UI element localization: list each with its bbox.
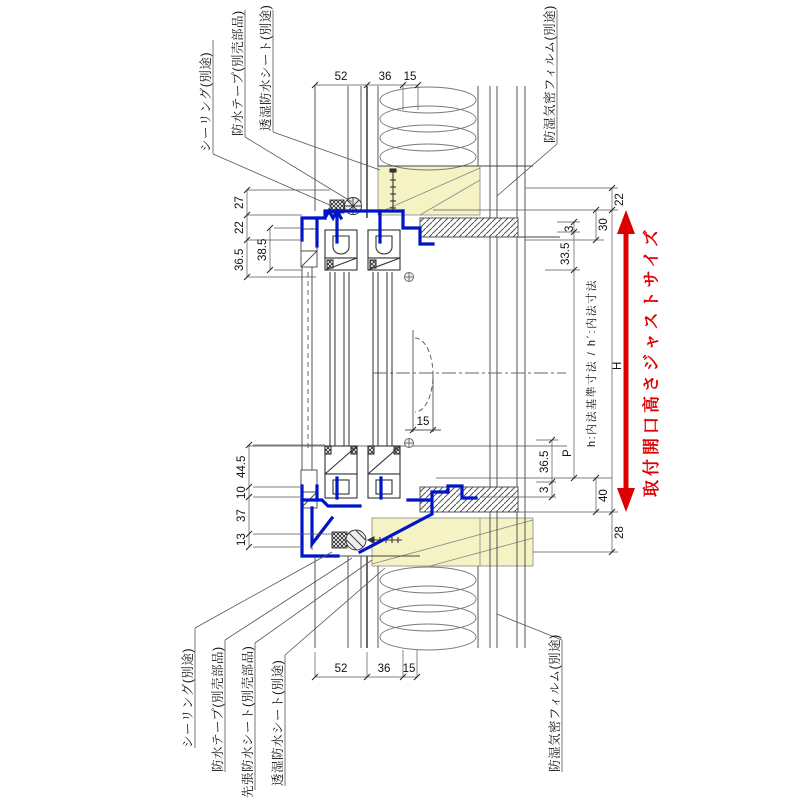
callout-waterproof-tape-bottom: 防水テープ(別売部品) [211,646,225,772]
dim-top-15: 15 [403,71,417,83]
interior-casing [301,229,317,508]
dim-bottom-52: 52 [334,663,348,675]
callout-sealing-top: シーリング(別途) [199,51,213,152]
fit-size-note: 取付開口高さジャストサイズ [642,225,661,497]
dim-left-22: 22 [234,221,246,234]
dim-bottom-15: 15 [402,663,416,675]
dim-right-40: 40 [598,489,610,502]
callout-sealing-bottom: シーリング(別途) [181,647,195,748]
wood-sill [372,518,533,566]
dim-right-33-5: 33.5 [560,242,572,265]
screw-cross-bottom-icon [405,439,414,448]
dim-label-P: P [562,449,574,457]
callout-breathable-sheet-bottom: 透湿防水シート(別途) [271,659,285,786]
callout-waterproof-tape-top: 防水テープ(別売部品) [231,10,245,136]
dim-top-52: 52 [334,71,348,83]
glazing-lines [330,272,392,446]
insulation-bottom [380,567,476,650]
dim-left-36-5: 36.5 [234,248,246,271]
dim-bottom-36: 36 [377,663,391,675]
dim-right-3-upper: 3 [564,225,576,232]
sealant-bottom [332,530,366,550]
dim-right-36-5: 36.5 [539,450,551,473]
insulation-top [380,87,476,170]
callout-breathable-sheet-top: 透湿防水シート(別途) [259,4,273,131]
dim-left-37: 37 [236,509,248,522]
dim-handle-15: 15 [416,416,430,428]
dim-right-30: 30 [598,218,610,231]
dim-left-10: 10 [236,486,248,499]
dim-right-28: 28 [614,526,626,539]
screw-cross-top-icon [405,273,414,282]
cladding-band-top [420,218,518,237]
dim-left-44-5: 44.5 [236,455,248,478]
dim-left-38-5: 38.5 [257,238,269,261]
callout-pre-waterproof-sheet-bottom: 先張防水シート(別売部品) [241,645,255,798]
inner-height-note: h:内法基準寸法 / h´:内法寸法 [586,278,598,447]
dim-right-3-lower: 3 [539,486,551,493]
callout-vapor-film-bottom: 防湿気密フィルム(別途) [548,634,562,772]
dim-top-36: 36 [378,71,392,83]
callout-vapor-film-top: 防湿気密フィルム(別途) [543,5,557,143]
dim-left-13: 13 [236,533,248,546]
dim-label-H: H [612,361,624,370]
dim-left-27: 27 [234,196,246,209]
dim-right-22: 22 [614,193,626,206]
